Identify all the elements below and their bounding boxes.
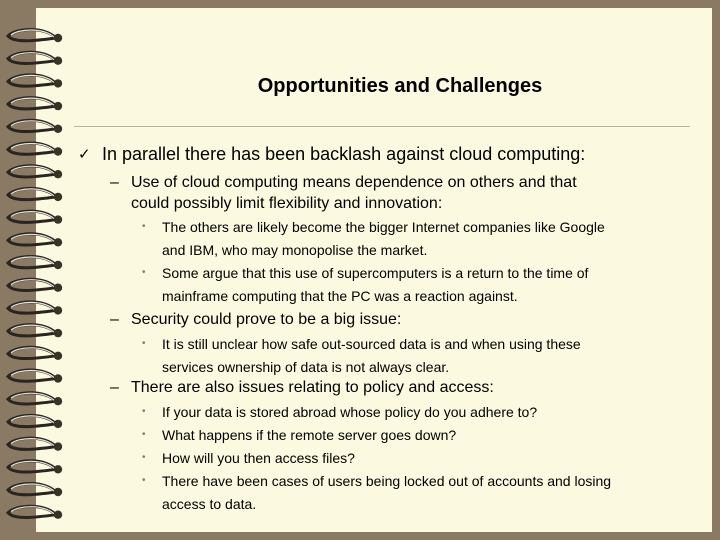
binding-ring (8, 438, 62, 451)
bullet-line: How will you then access files? (162, 450, 355, 466)
sub-point-line: Use of cloud computing means dependence on others and that (131, 174, 577, 191)
binding-ring (8, 120, 62, 133)
binding-ring (8, 279, 62, 292)
bullet-line: services ownership of data is not always clear. (162, 358, 450, 375)
bullet-marker: • (142, 267, 146, 278)
sub-point-line: There are also issues relating to policy and access: (131, 379, 494, 396)
bullet-line: There have been cases of users being locked out of accounts and losing (162, 473, 612, 489)
binding-ring (8, 302, 62, 315)
binding-ring (8, 30, 62, 43)
checkmark-icon: ✓ (78, 146, 91, 163)
title-divider (74, 126, 690, 127)
main-point-text: In parallel there has been backlash against cloud computing: (102, 144, 586, 164)
bullet-line: mainframe computing that the PC was a reaction against. (162, 287, 518, 304)
sub-point-line: could possibly limit flexibility and innovation: (131, 195, 443, 212)
binding-ring (8, 257, 62, 270)
dash-marker: – (110, 311, 119, 328)
bullet-line: If your data is stored abroad whose policy do you adhere to? (162, 404, 538, 420)
bullet-marker: • (142, 452, 146, 463)
binding-ring (8, 188, 62, 201)
dash-marker: – (110, 379, 119, 396)
binding-ring (8, 98, 62, 111)
bullet-line: The others are likely become the bigger Internet companies like Google (162, 219, 605, 235)
bullet-line: It is still unclear how safe out-sourced data is and when using these (162, 336, 581, 352)
binding-ring (8, 506, 62, 519)
binding-ring (8, 347, 62, 360)
slide-title: Opportunities and Challenges (257, 75, 543, 97)
binding-ring (8, 370, 62, 383)
bullet-line: and IBM, who may monopolise the market. (162, 241, 428, 258)
binding-ring (8, 461, 62, 474)
binding-ring (8, 166, 62, 179)
binding-ring (8, 393, 62, 406)
bullet-marker: • (142, 406, 146, 417)
bullet-line: Some argue that this use of supercomputers is a return to the time of (162, 265, 589, 281)
binding-ring (8, 143, 62, 156)
binding-ring (8, 52, 62, 65)
binding-ring (8, 415, 62, 428)
bullet-marker: • (142, 338, 146, 349)
sub-point-line: Security could prove to be a big issue: (131, 311, 402, 328)
binding-ring (8, 211, 62, 224)
bullet-marker: • (142, 429, 146, 440)
binding-ring (8, 325, 62, 338)
bullet-marker: • (142, 475, 146, 486)
binding-ring (8, 234, 62, 247)
bullet-line: What happens if the remote server goes down? (162, 427, 457, 443)
bullet-line: access to data. (162, 495, 257, 512)
binding-ring (8, 484, 62, 497)
bullet-marker: • (142, 221, 146, 232)
dash-marker: – (110, 174, 119, 191)
